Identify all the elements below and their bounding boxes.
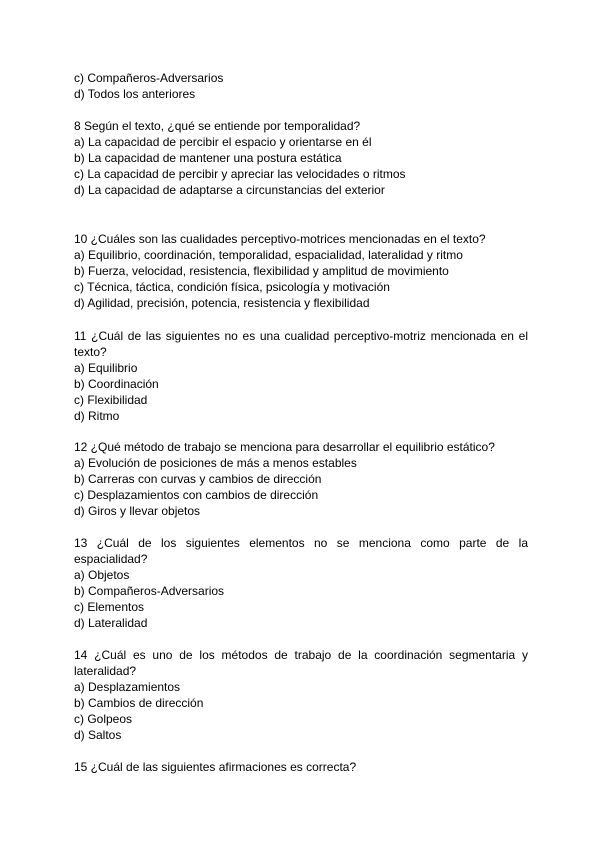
option-c: c) Técnica, táctica, condición física, psicología y motivación [74,280,390,294]
question-text-line-2: espacialidad? [74,552,148,566]
question-text: 10 ¿Cuáles son las cualidades perceptivo-motrices mencionadas en el texto? [74,232,486,246]
option-d: d) Giros y llevar objetos [74,504,201,518]
previous-question-options [74,70,528,102]
question-text-line-1: 11 ¿Cuál de las siguientes no es una cualidad perceptivo-motriz mencionada en el [74,329,528,343]
option-b: b) Coordinación [74,377,159,391]
question-text: 12 ¿Qué método de trabajo se menciona para desarrollar el equilibrio estático? [74,440,495,454]
question-12 [74,439,528,519]
option-c: c) Desplazamientos con cambios de dirección [74,488,319,502]
option-c: c) La capacidad de percibir y apreciar las velocidades o ritmos [74,167,406,181]
question-text-line-1: 14 ¿Cuál es uno de los métodos de trabajo de la coordinación segmentaria y [74,648,528,662]
option-c: c) Compañeros-Adversarios [74,71,224,85]
option-b: b) Carreras con curvas y cambios de dirección [74,472,322,486]
option-d: d) Ritmo [74,409,120,423]
option-a: a) Equilibrio, coordinación, temporalidad, espacialidad, lateralidad y ritmo [74,248,463,262]
question-text-line-2: texto? [74,345,107,359]
option-d: d) Todos los anteriores [74,87,196,101]
question-14 [74,647,528,743]
option-d: d) Saltos [74,728,122,742]
option-d: d) Lateralidad [74,616,148,630]
option-a: a) La capacidad de percibir el espacio y orientarse en él [74,135,372,149]
question-text-line-1: 13 ¿Cuál de los siguientes elementos no se menciona como parte de la [74,536,528,550]
question-13 [74,535,528,631]
option-b: b) Fuerza, velocidad, resistencia, flexibilidad y amplitud de movimiento [74,264,449,278]
option-d: d) Agilidad, precisión, potencia, resistencia y flexibilidad [74,296,370,310]
option-d: d) La capacidad de adaptarse a circunstancias del exterior [74,183,385,197]
option-c: c) Flexibilidad [74,393,148,407]
question-text: 15 ¿Cuál de las siguientes afirmaciones es correcta? [74,760,357,774]
option-b: b) La capacidad de mantener una postura estática [74,151,342,165]
option-a: a) Evolución de posiciones de más a menos estables [74,456,357,470]
option-a: a) Objetos [74,568,130,582]
question-15 [74,759,528,775]
question-text: 8 Según el texto, ¿qué se entiende por temporalidad? [74,119,361,133]
option-a: a) Equilibrio [74,361,138,375]
option-a: a) Desplazamientos [74,680,181,694]
option-c: c) Golpeos [74,712,133,726]
option-b: b) Cambios de dirección [74,696,204,710]
question-11 [74,328,528,424]
question-text-line-2: lateralidad? [74,664,137,678]
option-c: c) Elementos [74,600,145,614]
option-b: b) Compañeros-Adversarios [74,584,225,598]
question-10 [74,231,528,311]
question-8 [74,118,528,198]
